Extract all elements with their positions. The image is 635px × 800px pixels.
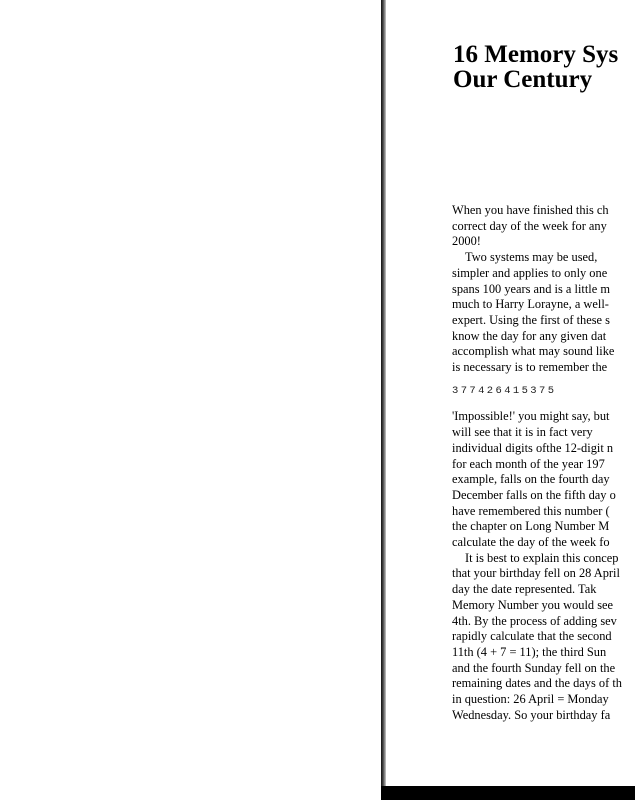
paragraph [452,250,635,376]
text-line: much to Harry Lorayne, a well- [452,297,609,312]
text-line: 2000! [452,234,481,249]
text-line: in question: 26 April = Monday [452,692,609,707]
text-line: day the date represented. Tak [452,582,597,597]
text-line: remaining dates and the days of th [452,676,622,691]
text-line: 'Impossible!' you might say, but [452,409,610,424]
chapter-title-line: Our Century [453,66,593,93]
text-line: rapidly calculate that the second [452,629,612,644]
text-line: When you have finished this ch [452,203,609,217]
text-line: for each month of the year 197 [452,456,605,471]
text-line: have remembered this number ( [452,503,610,518]
text-line: December falls on the fifth day o [452,487,616,502]
text-line: Two systems may be used, [465,250,598,265]
body-text [452,203,635,724]
text-line: example, falls on the fourth day [452,472,610,487]
chapter-title-line: 16 Memory Sys [453,41,619,68]
text-line: Wednesday. So your birthday fa [452,707,611,722]
paragraph [452,203,635,250]
text-line: that your birthday fell on 28 April [452,566,620,581]
text-line: the chapter on Long Number M [452,519,610,534]
text-line: Memory Number you would see [452,597,614,612]
text-line: and the fourth Sunday fell on the [452,660,616,675]
chapter-title [453,42,635,92]
text-line: accomplish what may sound like [452,344,615,359]
text-line: correct day of the week for any [452,218,607,233]
text-line: is necessary is to remember the [452,360,608,375]
text-line: 11th (4 + 7 = 11); the third Sun [452,644,607,659]
text-line: expert. Using the first of these s [452,312,610,327]
paragraph [452,551,635,724]
book-page [386,0,635,786]
text-line: individual digits ofthe 12-digit n [452,440,614,455]
text-line: calculate the day of the week fo [452,535,610,550]
paragraph [452,409,635,550]
text-line: simpler and applies to only one [452,265,608,280]
text-line: know the day for any given dat [452,328,607,343]
scan-bottom-edge [381,786,635,800]
text-line: spans 100 years and is a little m [452,281,610,296]
text-line: will see that it is in fact very [452,425,593,440]
text-line: It is best to explain this concep [465,550,619,565]
memory-number: 377426415375 [452,384,557,397]
text-line: 4th. By the process of adding sev [452,613,617,628]
